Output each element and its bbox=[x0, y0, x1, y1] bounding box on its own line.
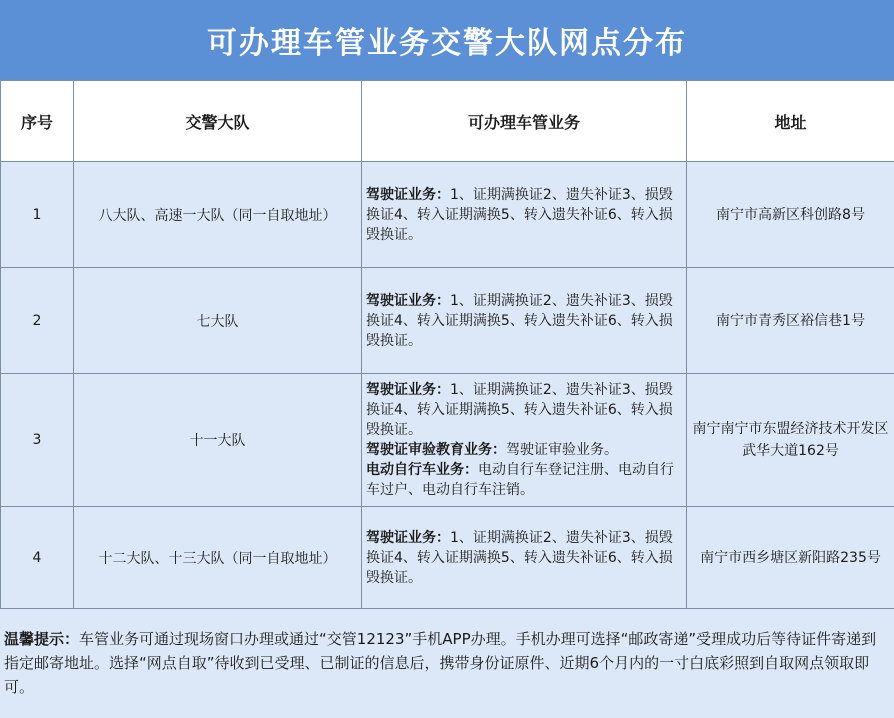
business-label: 驾驶证业务： bbox=[366, 186, 450, 203]
row-brigade: 十二大队、十三大队（同一自取地址） bbox=[74, 507, 362, 610]
row-address: 南宁南宁市东盟经济技术开发区武华大道162号 bbox=[687, 374, 894, 507]
row-address: 南宁市西乡塘区新阳路235号 bbox=[687, 507, 894, 610]
page-title: 可办理车管业务交警大队网点分布 bbox=[0, 0, 894, 80]
row-no: 2 bbox=[1, 268, 74, 374]
table-row bbox=[1, 374, 894, 507]
business-text: 1、证期满换证2、遗失补证3、损毁换证4、转入证期满换5、转入遗失补证6、转入损毁换证。 bbox=[366, 382, 673, 438]
row-business bbox=[362, 507, 687, 610]
header-address: 地址 bbox=[687, 81, 894, 162]
header-business: 可办理车管业务 bbox=[362, 81, 687, 162]
row-no: 1 bbox=[1, 162, 74, 268]
table-header-row bbox=[1, 81, 894, 162]
notice-label: 温馨提示： bbox=[4, 630, 80, 648]
notice-text: 车管业务可通过现场窗口办理或通过“交管12123”手机APP办理。手机办理可选择“邮政寄递”受理成功后等待证件寄递到指定邮寄地址。选择“网点自取”待收到已受理、已制证的信息后，携带身份证原件、近期6个月内的一寸白底彩照到自取网点领取即可。 bbox=[4, 630, 877, 696]
business-label: 驾驶证业务： bbox=[366, 382, 450, 398]
row-address: 南宁市青秀区裕信巷1号 bbox=[687, 268, 894, 374]
business-text: 1、证期满换证2、遗失补证3、损毁换证4、转入证期满换5、转入遗失补证6、转入损毁换证。 bbox=[366, 186, 673, 243]
table-row bbox=[1, 162, 894, 268]
notice-box bbox=[0, 608, 894, 718]
business-text: 1、证期满换证2、遗失补证3、损毁换证4、转入证期满换5、转入遗失补证6、转入损毁换证。 bbox=[366, 292, 673, 349]
business-label: 驾驶证业务： bbox=[366, 530, 450, 546]
business-text: 1、证期满换证2、遗失补证3、损毁换证4、转入证期满换5、转入遗失补证6、转入损毁换证。 bbox=[366, 530, 673, 586]
row-no: 3 bbox=[1, 374, 74, 507]
row-business bbox=[362, 162, 687, 268]
business-text: 电动自行车登记注册、电动自行车过户、电动自行车注销。 bbox=[366, 462, 674, 498]
row-business bbox=[362, 374, 687, 507]
table-row bbox=[1, 507, 894, 610]
brigade-table bbox=[0, 80, 894, 610]
business-text: 驾驶证审验业务。 bbox=[506, 442, 618, 458]
business-label: 驾驶证审验教育业务： bbox=[366, 442, 506, 458]
business-label: 电动自行车业务： bbox=[366, 462, 478, 478]
row-brigade: 七大队 bbox=[74, 268, 362, 374]
row-business bbox=[362, 268, 687, 374]
row-brigade: 十一大队 bbox=[74, 374, 362, 507]
row-brigade: 八大队、高速一大队（同一自取地址） bbox=[74, 162, 362, 268]
header-brigade: 交警大队 bbox=[74, 81, 362, 162]
row-no: 4 bbox=[1, 507, 74, 610]
table-row bbox=[1, 268, 894, 374]
header-no: 序号 bbox=[1, 81, 74, 162]
business-label: 驾驶证业务： bbox=[366, 292, 450, 309]
row-address: 南宁市高新区科创路8号 bbox=[687, 162, 894, 268]
